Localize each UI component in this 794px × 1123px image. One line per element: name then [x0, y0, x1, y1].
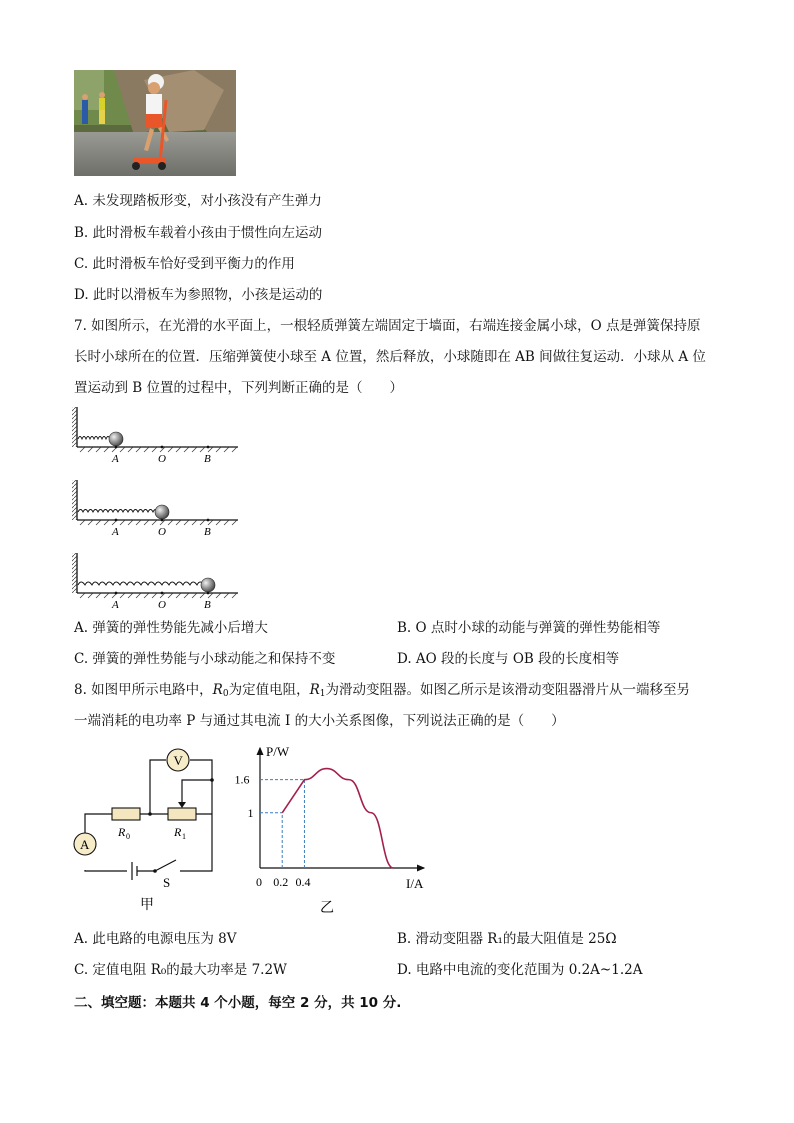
section-2-heading: 二、填空题：本题共 4 个小题，每空 2 分，共 10 分.: [74, 995, 402, 1011]
label-o: O: [158, 599, 166, 611]
r0-sub: 0: [126, 832, 130, 841]
q8-stem-line2: 一端消耗的电功率 P 与通过其电流 I 的大小关系图像，下列说法正确的是（ ）: [74, 713, 565, 729]
q7-option-d: D. AO 段的长度与 OB 段的长度相等: [397, 651, 620, 667]
resistor-r0: [112, 808, 140, 820]
switch-label: S: [163, 875, 171, 890]
spring-diagram-1: [72, 407, 238, 465]
q8-stem-line1: 8. 如图甲所示电路中，$R_0$为定值电阻，$R_1$为滑动变阻器。如图乙所示是该滑动变阻器滑片从一端移至另: [74, 682, 690, 699]
r0-label: R: [118, 825, 126, 839]
ammeter-label: A: [80, 837, 90, 852]
scooter-photo: [74, 70, 236, 176]
power-current-chart: [228, 742, 438, 920]
q7-stem-line2: 长时小球所在的位置．压缩弹簧使小球至 A 位置，然后释放，小球随即在 AB 间做往复运动．小球从 A 位: [74, 349, 706, 365]
ball: [155, 505, 169, 519]
q6-option-b: B. 此时滑板车载着小孩由于惯性向左运动: [74, 225, 323, 241]
voltmeter-label: V: [173, 753, 183, 768]
q6-option-d: D. 此时以滑板车为参照物，小孩是运动的: [74, 287, 323, 303]
q7-stem-line3: 置运动到 B 位置的过程中，下列判断正确的是（ ）: [74, 380, 404, 396]
x-tick-label: 0.4: [295, 875, 311, 889]
q8-option-c: C. 定值电阻 R₀的最大功率是 7.2W: [74, 962, 287, 978]
q8-option-d: D. 电路中电流的变化范围为 0.2A~1.2A: [397, 962, 643, 978]
figure-yi-caption: 乙: [320, 901, 334, 916]
series-line: [282, 769, 393, 868]
r1-sub: 1: [182, 832, 186, 841]
label-a: A: [112, 453, 119, 465]
r1-label: R: [174, 825, 182, 839]
label-b: B: [204, 453, 211, 465]
spring-diagrams: [70, 405, 250, 615]
x-axis-label: I/A: [406, 876, 424, 891]
y-tick-label: 1: [247, 805, 254, 820]
q6-option-a: A. 未发现踏板形变，对小孩没有产生弹力: [74, 193, 322, 209]
ball: [201, 578, 215, 592]
q8-option-a: A. 此电路的电源电压为 8V: [74, 931, 237, 947]
resistor-r1: [168, 808, 196, 820]
spring-diagram-2: [72, 480, 238, 538]
q6-option-c: C. 此时滑板车恰好受到平衡力的作用: [74, 256, 295, 272]
circuit-diagram: [70, 742, 230, 917]
label-o: O: [158, 453, 166, 465]
x-tick-label: 0.2: [273, 875, 289, 889]
y-axis-label: P/W: [266, 744, 290, 759]
label-a: A: [112, 599, 119, 611]
q7-option-c: C. 弹簧的弹性势能与小球动能之和保持不变: [74, 651, 336, 667]
q8-option-b: B. 滑动变阻器 R₁的最大阻值是 25Ω: [397, 931, 617, 947]
label-a: A: [112, 526, 119, 538]
figure-jia-caption: 甲: [140, 898, 154, 913]
origin-label: 0: [256, 875, 262, 889]
label-b: B: [204, 599, 211, 611]
spring-diagram-3: [72, 553, 238, 611]
y-tick-label: 1.6: [234, 772, 250, 787]
label-b: B: [204, 526, 211, 538]
ball: [109, 432, 123, 446]
q7-stem-line1: 7. 如图所示，在光滑的水平面上，一根轻质弹簧左端固定于墙面，右端连接金属小球，O 点是弹簧保持原: [74, 318, 701, 334]
label-o: O: [158, 526, 166, 538]
q7-option-b: B. O 点时小球的动能与弹簧的弹性势能相等: [397, 620, 661, 636]
q7-option-a: A. 弹簧的弹性势能先减小后增大: [74, 620, 268, 636]
